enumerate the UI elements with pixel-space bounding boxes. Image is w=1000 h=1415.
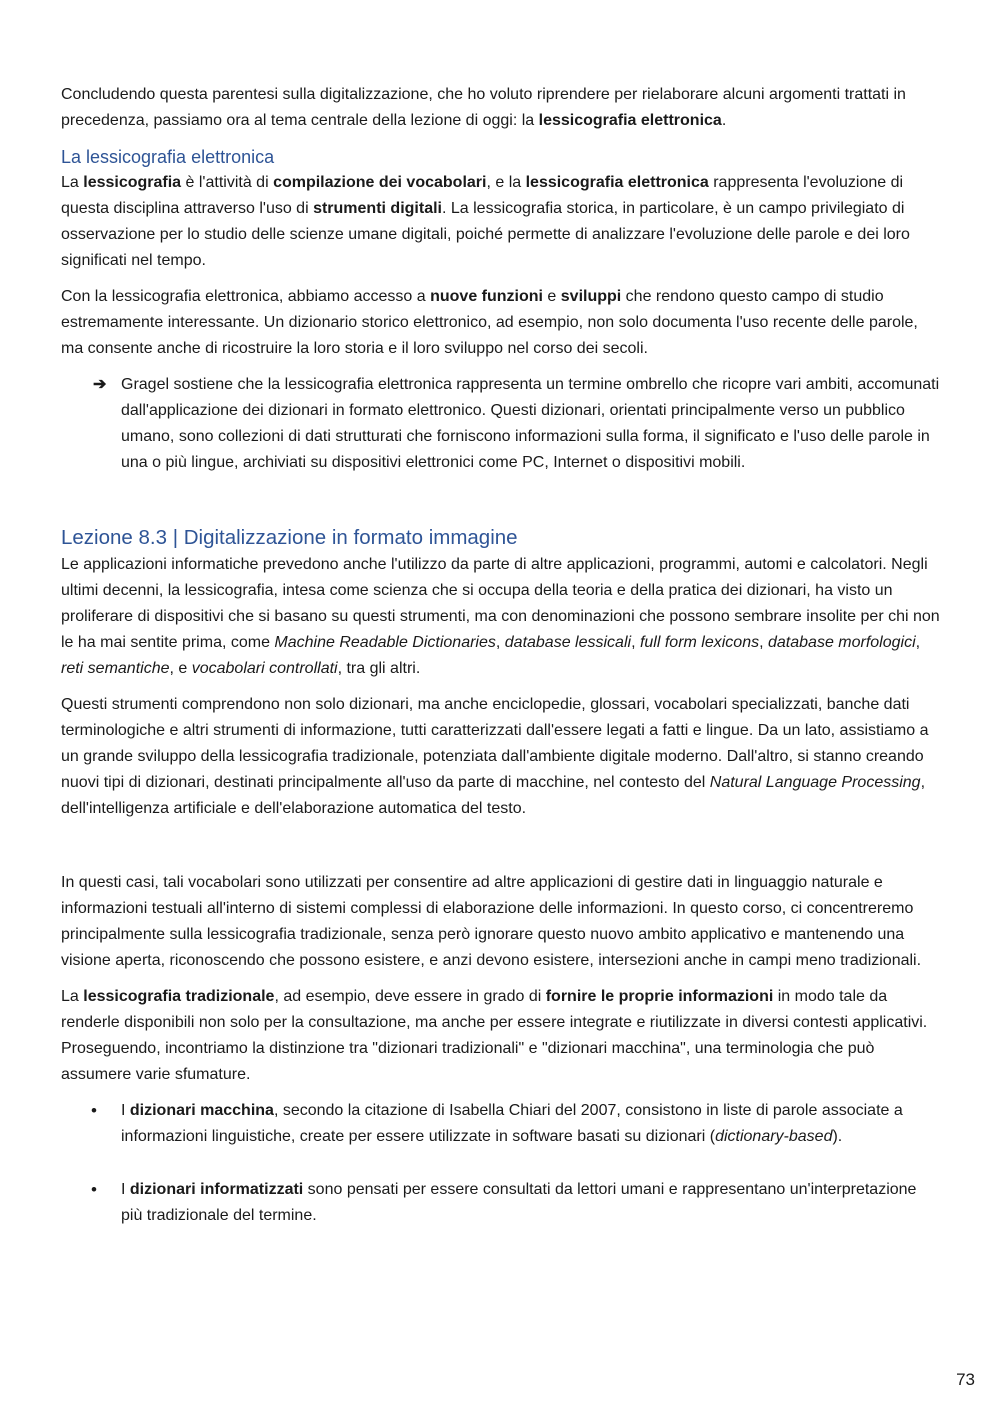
document-page [61,82,941,1229]
bold-term: lessicografia elettronica [525,174,709,191]
arrow-list-item [61,372,941,476]
paragraph-in-questi-casi: In questi casi, tali vocabolari sono utilizzati per consentire ad altre applicazioni di gestire dati in linguaggio naturale e informazioni testuali all'interno di sistemi complessi di elaborazione delle informazioni. In questo corso, ci concentreremo principalmente sulla lessicografia tradizionale, senza però ignorare questo nuovo ambito applicativo e mantenendo una visione aperta, riconoscendo che possono esistere, e anzi devono esistere, intersezioni anche in campi meno tradizionali. [61,874,922,969]
text-run: , dell'intelligenza artificiale e dell'elaborazione automatica del testo. [61,774,926,817]
bullet-list [61,1098,941,1229]
page-number: 73 [956,1370,975,1389]
intro-paragraph [61,82,941,134]
italic-term: reti semantiche [61,660,170,677]
text-run: , secondo la citazione di Isabella Chiari del 2007, consistono in liste di parole associate a informazioni linguistiche, create per essere utilizzate in software basati su dizionari ( [121,1102,903,1145]
text-run: Con la lessicografia elettronica, abbiamo accesso a [61,288,431,305]
text-run: I [121,1102,130,1119]
italic-term: vocabolari controllati [191,660,338,677]
text-run: rappresenta l'evoluzione di questa disciplina attraverso l'uso di [61,174,904,217]
bullet-icon: • [91,1180,97,1199]
paragraph-nuove-funzioni [61,284,941,362]
bullet-item-dizionari-macchina [61,1098,941,1150]
bold-term: compilazione dei vocabolari [273,174,487,191]
bold-term: sviluppi [560,288,622,305]
italic-term: database lessicali [504,634,632,651]
paragraph-questi-strumenti [61,692,941,822]
text-run: in modo tale da renderle disponibili non solo per la consultazione, ma anche per essere integrate e riutilizzate in diversi contesti applicativi. Proseguendo, incontriamo la distinzione tra "dizionari tradizionali" e "dizionari macchina", una terminologia che può assumere varie sfumature. [61,988,928,1083]
text-run: e [542,288,561,305]
bold-term: fornire le proprie informazioni [545,988,774,1005]
text-run: La [61,988,84,1005]
text-run: che rendono questo campo di studio estremamente interessante. Un dizionario storico elettronico, ad esempio, non solo documenta l'uso recente delle parole, ma consente anche di ricostruire la loro storia e il loro sviluppo nel corso dei secoli. [61,288,918,357]
arrow-right-icon: ➔ [93,376,107,393]
bold-term: lessicografia [83,174,182,191]
italic-term: full form lexicons [639,634,760,651]
text-run: sono pensati per essere consultati da lettori umani e rappresentano un'interpretazione più tradizionale del termine. [121,1181,917,1224]
text-run: , [631,634,640,651]
text-run: , [915,634,921,651]
section-heading-lessicografia: La lessicografia elettronica [61,147,275,167]
bold-term: lessicografia elettronica [538,112,722,129]
text-run: , [495,634,505,651]
paragraph-lessicografia-tradizionale [61,984,941,1088]
text-run: Concludendo questa parentesi sulla digitalizzazione, che ho voluto riprendere per rielaborare alcuni argomenti trattati in precedenza, passiamo ora al tema centrale della lezione di oggi: la [61,86,906,129]
text-run: Le applicazioni informatiche prevedono anche l'utilizzo da parte di altre applicazioni, programmi, automi e calcolatori. Negli ultimi decenni, la lessicografia, intesa come scienza che si occupa della teoria e della pratica dei dizionari, ha visto un proliferare di dispositivi che si basano su questi strumenti, ma con denominazioni che possono sembrare insolite per chi non le ha mai sentite prima, come [61,556,940,651]
bold-term: nuove funzioni [430,288,543,305]
text-run: Questi strumenti comprendono non solo dizionari, ma anche enciclopedie, glossari, vocabolari specializzati, banche dati terminologiche e altri strumenti di informazione, tutti caratterizzati dall'essere legati a fatti e lingue. Da un lato, assistiamo a un grande sviluppo della lessicografia tradizionale, potenziata dall'ambiente digitale moderno. Dall'altro, si stanno creando nuovi tipi di dizionari, destinati principalmente all'uso da parte di macchine, nel contesto del [61,696,929,791]
text-run: La [61,174,84,191]
bullet-icon: • [91,1101,97,1120]
paragraph-lessicografia-definition [61,170,941,274]
bullet-item-dizionari-informatizzati [61,1177,941,1229]
italic-term: database morfologici [768,634,916,651]
text-run: , e la [486,174,526,191]
text-run: . La lessicografia storica, in particolare, è un campo privilegiato di osservazione per lo studio delle scienze umane digitali, poiché permette di analizzare l'evoluzione delle parole e dei loro significati nel tempo. [61,200,910,269]
arrow-list [61,372,941,476]
text-run: , [759,634,768,651]
text-run: I [121,1181,130,1198]
lesson-heading: Lezione 8.3 | Digitalizzazione in formato immagine [61,526,518,549]
text-run: , e [169,660,192,677]
italic-term: Natural Language Processing [709,774,921,791]
bold-term: dizionari macchina [129,1102,274,1119]
bold-term: dizionari informatizzati [129,1181,304,1198]
list-item-text: Gragel sostiene che la lessicografia elettronica rappresenta un termine ombrello che ricopre vari ambiti, accomunati dall'applicazione dei dizionari in formato elettronico. Questi dizionari, orientati principalmente verso un pubblico umano, sono collezioni di dati strutturati che forniscono informazioni sulla forma, il significato e l'uso delle parole in una o più lingue, archiviati su dispositivi elettronici come PC, Internet o dispositivi mobili. [121,376,940,471]
italic-term: dictionary-based [715,1128,833,1145]
bold-term: strumenti digitali [313,200,442,217]
italic-term: Machine Readable Dictionaries [274,634,496,651]
text-run: è l'attività di [181,174,274,191]
paragraph-applicazioni-informatiche [61,552,941,682]
text-run: , ad esempio, deve essere in grado di [274,988,546,1005]
text-run: , tra gli altri. [337,660,421,677]
text-run: . [721,112,727,129]
text-run: ). [832,1128,843,1145]
bold-term: lessicografia tradizionale [83,988,275,1005]
